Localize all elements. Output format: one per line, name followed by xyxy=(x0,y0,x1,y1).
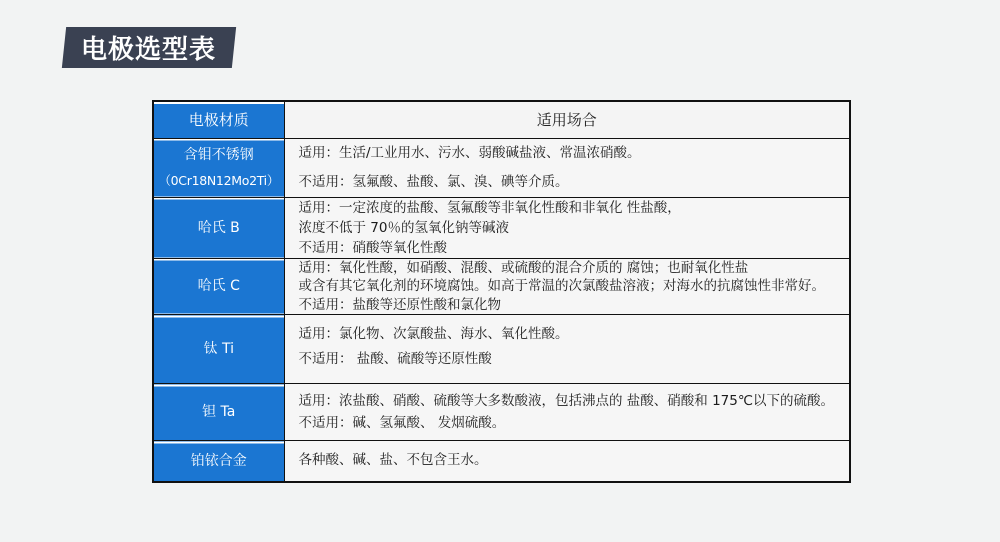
usage-cell xyxy=(284,315,850,384)
material-cell xyxy=(153,138,284,197)
table-row xyxy=(153,441,850,482)
material-name-line: （0Cr18N12Mo2Ti） xyxy=(158,172,280,188)
table-body xyxy=(153,138,850,482)
table-row xyxy=(153,138,850,197)
page-title-banner xyxy=(62,27,236,68)
usage-text-line: 适用：浓盐酸、硝酸、硫酸等大多数酸液，包括沸点的 盐酸、硝酸和 175℃以下的硫酸。 xyxy=(298,393,835,409)
table-row xyxy=(153,197,850,258)
usage-text-line: 不适用：盐酸等还原性酸和氯化物 xyxy=(298,296,501,313)
usage-cell xyxy=(284,384,850,441)
usage-cell xyxy=(284,138,850,197)
usage-text-line: 适用：氯化物、次氯酸盐、海水、氧化性酸。 xyxy=(298,326,569,342)
material-name-line: 钽 Ta xyxy=(202,404,236,420)
usage-cell xyxy=(284,258,850,315)
usage-text-line: 适用：一定浓度的盐酸、氢氟酸等非氧化性酸和非氧化 性盐酸， xyxy=(298,199,681,216)
usage-text-line: 适用：氧化性酸，如硝酸、混酸、或硫酸的混合介质的 腐蚀；也耐氧化性盐 xyxy=(298,259,749,276)
material-cell xyxy=(153,441,284,482)
header-material: 电极材质 xyxy=(153,101,284,138)
usage-text-line: 或含有其它氧化剂的环境腐蚀。如高于常温的次氯酸盐溶液；对海水的抗腐蚀性非常好。 xyxy=(298,278,825,294)
usage-cell xyxy=(284,197,850,258)
material-name-line: 钛 Ti xyxy=(203,341,234,357)
electrode-selection-table xyxy=(152,100,851,483)
usage-text-line: 浓度不低于 70％的氢氧化钠等碱液 xyxy=(298,219,509,236)
page-title: 电极选型表 xyxy=(81,35,217,65)
usage-cell xyxy=(284,441,850,482)
material-name-line: 哈氏 B xyxy=(197,219,240,236)
usage-text-line: 不适用： 盐酸、硫酸等还原性酸 xyxy=(298,351,492,367)
usage-text-line: 不适用：硝酸等氧化性酸 xyxy=(298,239,447,256)
table-row xyxy=(153,315,850,384)
material-name-line: 含钼不锈钢 xyxy=(183,146,254,163)
header-usage: 适用场合 xyxy=(284,101,850,138)
usage-text-line: 不适用：氢氟酸、盐酸、氯、溴、碘等介质。 xyxy=(298,173,569,190)
material-cell xyxy=(153,258,284,315)
material-cell xyxy=(153,384,284,441)
material-cell xyxy=(153,197,284,258)
usage-text-line: 各种酸、碱、盐、不包含王水。 xyxy=(298,452,488,469)
table-header-row xyxy=(153,101,850,138)
material-cell xyxy=(153,315,284,384)
table-row xyxy=(153,258,850,315)
table-row xyxy=(153,384,850,441)
material-name-line: 哈氏 C xyxy=(197,278,240,295)
usage-text-line: 不适用：碱、氢氟酸、 发烟硫酸。 xyxy=(298,415,506,431)
usage-text-line: 适用：生活/工业用水、污水、弱酸碱盐液、常温浓硝酸。 xyxy=(298,144,641,161)
material-name-line: 铂铱合金 xyxy=(190,452,247,469)
